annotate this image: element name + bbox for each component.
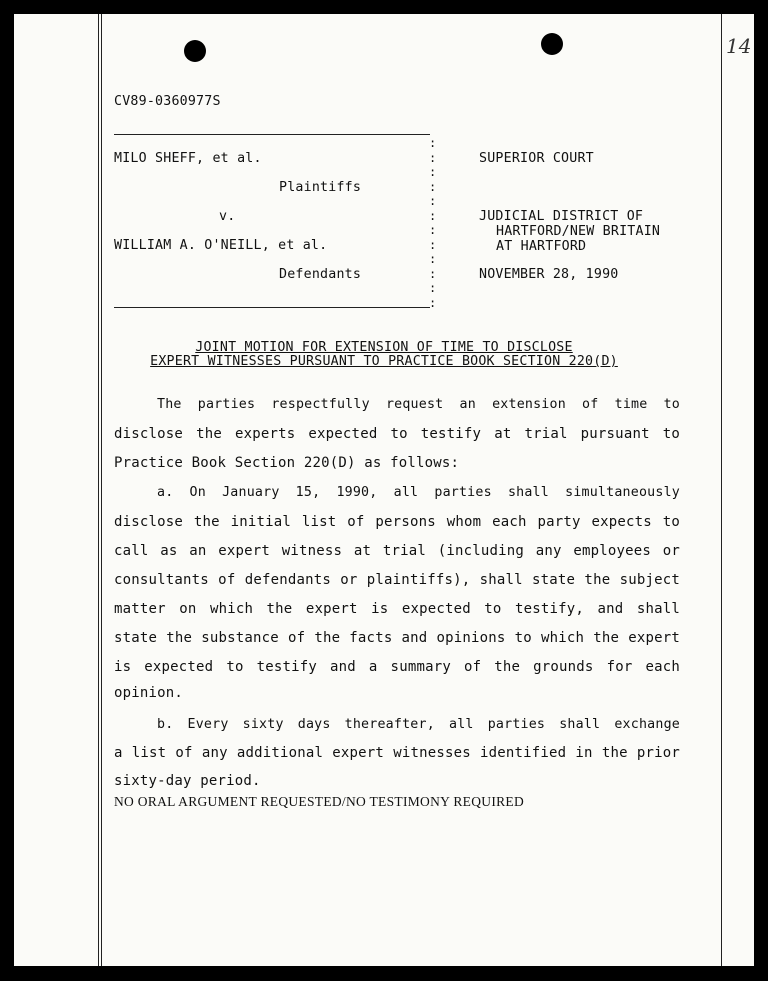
court-name: SUPERIOR COURT (479, 151, 594, 166)
left-margin-rule (98, 14, 99, 966)
para-a-line-5: matter on which the expert is expected to testify, and shall (114, 601, 680, 617)
district-line-2: HARTFORD/NEW BRITAIN (496, 224, 661, 239)
caption-top-rule (114, 134, 430, 135)
versus: v. (219, 209, 236, 224)
para-a-line-4: consultants of defendants or plaintiffs), shall state the subject (114, 572, 680, 588)
document-page (14, 14, 754, 966)
case-number: CV89-0360977S (114, 94, 221, 109)
para-a-line-7: is expected to testify and a summary of the grounds for each (114, 659, 680, 675)
plaintiff-role: Plaintiffs (279, 180, 362, 195)
left-margin-rule-inner (101, 14, 102, 966)
district-line-1: JUDICIAL DISTRICT OF (479, 209, 644, 224)
district-line-3: AT HARTFORD (496, 239, 587, 254)
intro-line-2: disclose the experts expected to testify at trial pursuant to (114, 426, 680, 442)
punch-hole-left (184, 40, 206, 62)
intro-line-3: Practice Book Section 220(D) as follows: (114, 455, 460, 471)
footer-note: NO ORAL ARGUMENT REQUESTED/NO TESTIMONY REQUIRED (114, 794, 525, 809)
plaintiff-name: MILO SHEFF, et al. (114, 151, 262, 166)
para-a-line-2: disclose the initial list of persons whom each party expects to (114, 514, 680, 530)
handwritten-page-number: 14 (726, 34, 752, 58)
punch-hole-right (541, 33, 563, 55)
para-a-line-6: state the substance of the facts and opinions to which the expert (114, 630, 680, 646)
motion-title-line-1: JOINT MOTION FOR EXTENSION OF TIME TO DISCLOSE (195, 340, 573, 355)
motion-title-line-2: EXPERT WITNESSES PURSUANT TO PRACTICE BOOK SECTION 220(D) (150, 354, 618, 369)
caption-divider: : : : : : : : : : : : : (429, 136, 437, 310)
para-a-line-1: a. On January 15, 1990, all parties shall simultaneously (157, 485, 680, 500)
defendant-role: Defendants (279, 267, 362, 282)
filing-date: NOVEMBER 28, 1990 (479, 267, 619, 282)
para-b-line-3: sixty-day period. (114, 773, 261, 789)
caption-bottom-rule (114, 307, 430, 308)
intro-line-1: The parties respectfully request an extension of time to (157, 397, 680, 412)
para-a-line-8: opinion. (114, 685, 184, 701)
defendant-name: WILLIAM A. O'NEILL, et al. (114, 238, 328, 253)
para-a-line-3: call as an expert witness at trial (including any employees or (114, 543, 680, 559)
right-margin-rule (721, 14, 722, 966)
para-b-line-1: b. Every sixty days thereafter, all parties shall exchange (157, 717, 680, 732)
para-b-line-2: a list of any additional expert witnesses identified in the prior (114, 745, 680, 761)
